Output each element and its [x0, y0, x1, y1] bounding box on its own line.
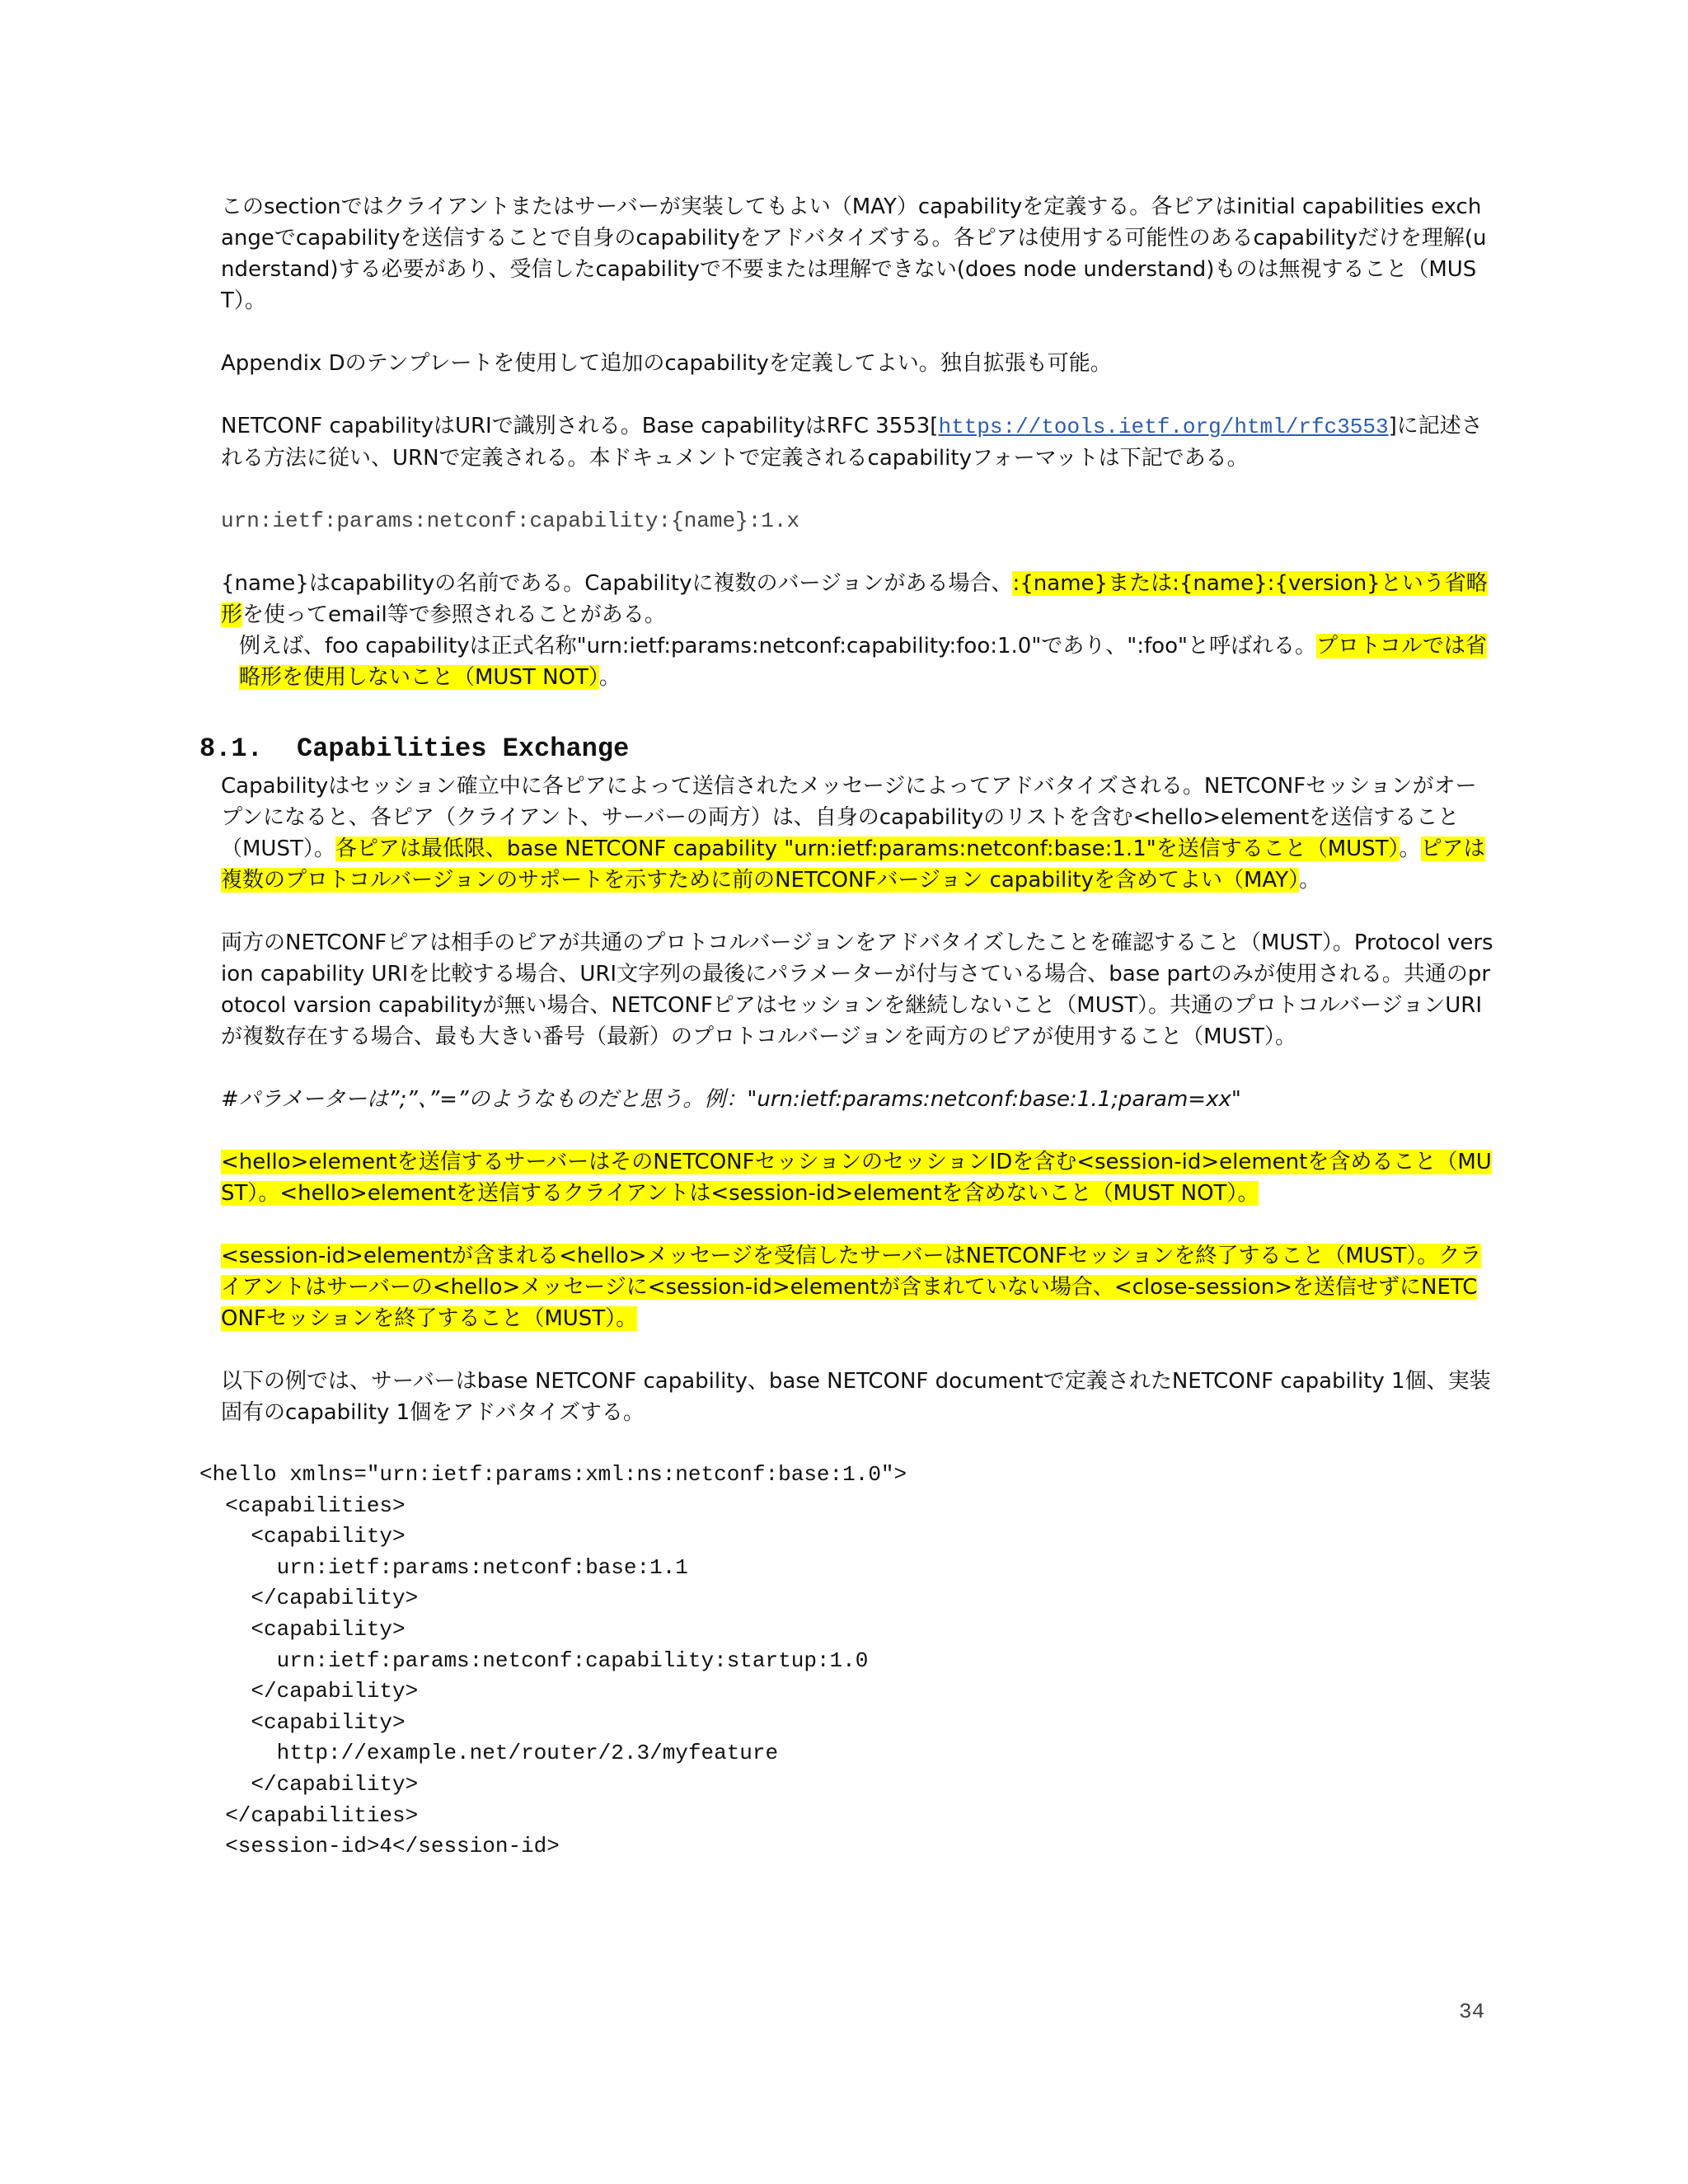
session-id-highlight: <hello>elementを送信するサーバーはそのNETCONFセッションのセッションIDを含む<session-id>elementを含めること（MUST）。<hello>elementを送信するクライアントは<session-id>elementを含めないこと（MUST NOT）。 — [221, 1150, 1492, 1206]
appendix-text: Appendix Dのテンプレートを使用して追加のcapabilityを定義してよい。独自拡張も可能。 — [221, 351, 1112, 376]
rfc3553-link[interactable]: https://tools.ietf.org/html/rfc3553 — [938, 415, 1389, 439]
code-line: urn:ietf:params:netconf:capability:startup:1.0 — [199, 1647, 869, 1673]
urn-format-line: urn:ietf:params:netconf:capability:{name}:1.x — [221, 509, 800, 533]
section-title: Capabilities Exchange — [297, 733, 630, 764]
example-intro-text: 以下の例では、サーバーはbase NETCONF capability、base NETCONF documentで定義されたNETCONF capability 1個、実装固有のcapability 1個をアドバタイズする。 — [221, 1369, 1491, 1425]
code-line: <capability> — [199, 1524, 406, 1549]
code-line: <capabilities> — [199, 1493, 406, 1518]
code-line: </capability> — [199, 1586, 419, 1611]
abbrev-highlight: :{name}または:{name}:{version}という省略形 — [221, 571, 1488, 627]
name-text-after: を使ってemail等で参照されることがある。 — [242, 602, 666, 627]
document-page — [199, 191, 1493, 1863]
example-text-after: 。 — [598, 665, 621, 690]
code-line: <capability> — [199, 1616, 406, 1642]
parameter-note: #パラメーターは”;”、”=”のようなものだと思う。例："urn:ietf:params:netconf:base:1.1;param=xx" — [221, 1087, 1241, 1112]
name-paragraph — [199, 568, 1493, 630]
base-capability-highlight: 各ピアは最低限、base NETCONF capability "urn:ietf:params:netconf:base:1.1"を送信すること（MUST） — [335, 837, 1400, 861]
exchange-paragraph — [199, 771, 1493, 896]
uri-text-after: ]に記述される方法に従い、URNで定義される。本ドキュメントで定義されるcapabilityフォーマットは下記である。 — [221, 414, 1483, 471]
code-line: http://example.net/router/2.3/myfeature — [199, 1741, 779, 1766]
must-not-highlight: プロトコルでは省略形を使用しないこと（MUST NOT） — [239, 634, 1487, 690]
appendix-paragraph — [199, 348, 1493, 379]
section-heading — [199, 733, 1493, 766]
exchange-text: Capabilityはセッション確立中に各ピアによって送信されたメッセージによってアドバタイズされる。NETCONFセッションがオープンになると、各ピア（クライアント、サーバーの両方）は、自身のcapabilityのリストを含む<hello>elementを送信すること（MUST）。 — [221, 774, 1477, 861]
session-id-paragraph — [199, 1146, 1493, 1209]
version-text: 両方のNETCONFピアは相手のピアが共通のプロトコルバージョンをアドバタイズしたことを確認すること（MUST）。Protocol version capability URIを比較する場合、URI文字列の最後にパラメーターが付与さている場合、base partのみが使用される。共通のprotocol varsion capabilityが無い場合、NETCONFピアはセッションを継続しないこと（MUST）。共通のプロトコルバージョンURIが複数存在する場合、最も大きい番号（最新）のプロトコルバージョンを両方のピアが使用すること（MUST）。 — [221, 930, 1493, 1049]
code-line: </capability> — [199, 1771, 419, 1797]
previous-version-highlight: ピアは複数のプロトコルバージョンのサポートを示すために前のNETCONFバージョン capabilityを含めてよい（MAY） — [221, 837, 1485, 893]
code-line: </capability> — [199, 1679, 419, 1704]
terminate-paragraph — [199, 1240, 1493, 1334]
code-line: <session-id>4</session-id> — [199, 1834, 560, 1859]
code-block — [199, 1460, 1493, 1863]
exchange-sep: 。 — [1399, 837, 1421, 861]
code-line: </capabilities> — [199, 1802, 419, 1828]
intro-paragraph — [199, 191, 1493, 316]
code-line: <capability> — [199, 1709, 406, 1735]
example-paragraph — [199, 630, 1493, 693]
section-number: 8.1. — [199, 733, 263, 764]
version-paragraph — [199, 927, 1493, 1052]
example-intro-paragraph — [199, 1366, 1493, 1428]
uri-text-before: NETCONF capabilityはURIで識別される。Base capabilityはRFC 3553[ — [221, 414, 939, 438]
intro-text: このsectionではクライアントまたはサーバーが実装してもよい（MAY）capabilityを定義する。各ピアはinitial capabilities exchangeでcapabilityを送信することで自身のcapabilityをアドバタイズする。各ピアは使用する可能性のあるcapabilityだけを理解(understand)する必要があり、受信したcapabilityで不要または理解できない(does node understand)ものは無視すること（MUST）。 — [221, 194, 1487, 313]
page-number: 34 — [1459, 1999, 1485, 2024]
exchange-end: 。 — [1299, 868, 1321, 893]
name-text-before: {name}はcapabilityの名前である。Capabilityに複数のバージョンがある場合、 — [221, 571, 1013, 596]
uri-paragraph — [199, 410, 1493, 474]
terminate-highlight: <session-id>elementが含まれる<hello>メッセージを受信したサーバーはNETCONFセッションを終了すること（MUST）。クライアントはサーバーの<hello>メッセージに<session-id>elementが含まれていない場合、<close-session>を送信せずにNETCONFセッションを終了すること（MUST）。 — [221, 1244, 1482, 1331]
example-text-before: 例えば、foo capabilityは正式名称"urn:ietf:params:netconf:capability:foo:1.0"であり、":foo"と呼ばれる。 — [239, 634, 1316, 658]
code-line: urn:ietf:params:netconf:base:1.1 — [199, 1554, 688, 1580]
code-line: <hello xmlns="urn:ietf:params:xml:ns:netconf:base:1.0"> — [199, 1462, 907, 1487]
